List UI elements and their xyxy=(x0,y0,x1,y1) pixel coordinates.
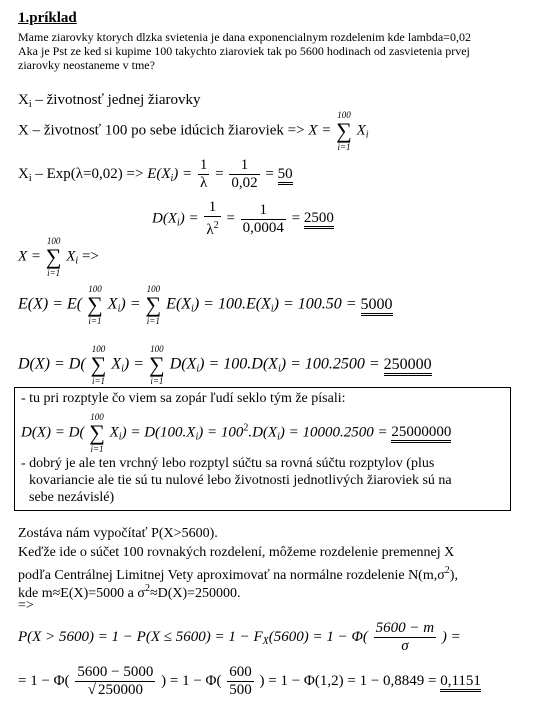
fraction-1-over-002: $\frac{1}{0,02}$ xyxy=(231,157,258,191)
fraction-z-numeric: $\frac{5600 - 5000}{√ 250000}$ xyxy=(77,664,154,698)
note-line-5: sebe nezávislé) xyxy=(29,490,115,505)
note-line-1: - tu pri rozptyle čo viem sa zopár ľudí seklo tým že písali: xyxy=(21,391,346,406)
xi-definition: $X_i$ – životnosť jednej žiarovky xyxy=(18,92,201,110)
note-line-3: - dobrý je ale ten vrchný lebo rozptyl súčtu sa rovná súčtu rozptylov (plus xyxy=(21,456,435,471)
ex-result: 50 xyxy=(278,166,293,185)
x-sum-line: X = 100 ∑ i=1 $X_i$ => xyxy=(18,236,99,278)
sum-symbol: 100 ∑ i=1 xyxy=(145,284,162,326)
dx-result: 2500 xyxy=(304,210,334,229)
fraction-1-over-lambda-sq: $\frac{1}{\lambda^2}$ xyxy=(206,199,219,238)
sum-symbol: 100 ∑ i=1 xyxy=(87,284,103,326)
wrong-result: 25000000 xyxy=(391,424,451,443)
intro-line-1: Mame ziarovky ktorych dlzka svietenia je dana exponencialnym rozdelenim kde lambda=0,02 xyxy=(18,30,471,44)
intro-line-2: Aka je Pst ze ked si kupime 100 takychto ziaroviek tak po 5600 hodinach od zasvietenia prvej xyxy=(18,44,470,58)
intro-line-3: ziarovky neostaneme v tme? xyxy=(18,58,155,72)
sum-symbol: 100 ∑ i=1 xyxy=(89,412,105,454)
sum-symbol: 100 ∑ i=1 xyxy=(45,236,62,278)
fraction-600-500: $\frac{600}{500}$ xyxy=(229,664,252,698)
note-line-4: kovariancie ale tie sú tu nulové lebo životnosti jednotlivých žiaroviek sú na xyxy=(29,473,452,488)
conclusion-line-1: Zostáva nám vypočítať P(X>5600). xyxy=(18,526,218,541)
probability-line: $P(X > 5600) = 1 - P(X \le 5600) = 1 - F_X(5600) = 1 - \Phi$( $\frac{5600 - m}{\sigma}$ ) = xyxy=(18,620,461,654)
conclusion-line-4: kde m≈E(X)=5000 a $\sigma^2\approx D(X)=250000$. xyxy=(18,583,241,601)
fraction-1-over-lambda: $\frac{1}{\lambda}$ xyxy=(199,157,208,191)
sum-symbol: 100 ∑ i=1 xyxy=(149,344,165,386)
dx-line: D(X) = D( 100 ∑ i=1 $X_i$) = 100 ∑ i=1 $D(X_i) = 100.D(X_i) = 100.2500 = 250000$ xyxy=(18,344,432,386)
dx-sum-result: 250000 xyxy=(384,356,432,376)
note-equation: D(X) = D( 100 ∑ i=1 $X_i) = D(100.X_i) = 100^2.D(X_i) = 10000.2500 = 25000000$ xyxy=(21,412,452,454)
final-line: = 1 − Φ( $\frac{5600 - 5000}{√ 250000}$ ) = 1 − Φ( $\frac{600}{500}$ ) = 1 − Φ(1,2) = 1 − 0,8849 = 0,1151 xyxy=(18,664,481,698)
conclusion-line-3: podľa Centrálnej Limitnej Vety aproximovať na normálne rozdelenie $N(m,\sigma^2)$, xyxy=(18,565,458,583)
note-box xyxy=(14,387,511,511)
ex-sum-result: 5000 xyxy=(361,296,393,316)
exp-line: $X_i - Exp(\lambda=0,02) => E(X_i)$ = $\frac{1}{\lambda}$ = $\frac{1}{0,02}$ = 50 xyxy=(18,157,293,191)
x-definition: X – životnosť 100 po sebe idúcich žiaroviek => X = 100 ∑ i=1 $X_i$ xyxy=(18,110,369,152)
dxi-line: $D(X_i)$ = $\frac{1}{\lambda^2}$ = $\frac{1}{0,0004}$ = 2500 xyxy=(152,199,334,238)
fraction-standardized: $\frac{5600 - m}{\sigma}$ xyxy=(375,620,435,654)
ex-line: E(X) = E( 100 ∑ i=1 $X_i$) = 100 ∑ i=1 $E(X_i) = 100.E(X_i) = 100.50 = 5000$ xyxy=(18,284,393,326)
fraction-1-over-00004: $\frac{1}{0,0004}$ xyxy=(242,201,284,236)
conclusion-line-2: Keďže ide o súčet 100 rovnakých rozdelení, môžeme rozdelenie premennej X xyxy=(18,545,455,560)
conclusion-arrow: => xyxy=(18,598,34,613)
sum-symbol: 100 ∑ i=1 xyxy=(90,344,107,386)
final-result: 0,1151 xyxy=(440,673,481,692)
sum-symbol: 100 ∑ i=1 xyxy=(336,110,352,152)
exercise-title: 1.príklad xyxy=(18,10,77,26)
